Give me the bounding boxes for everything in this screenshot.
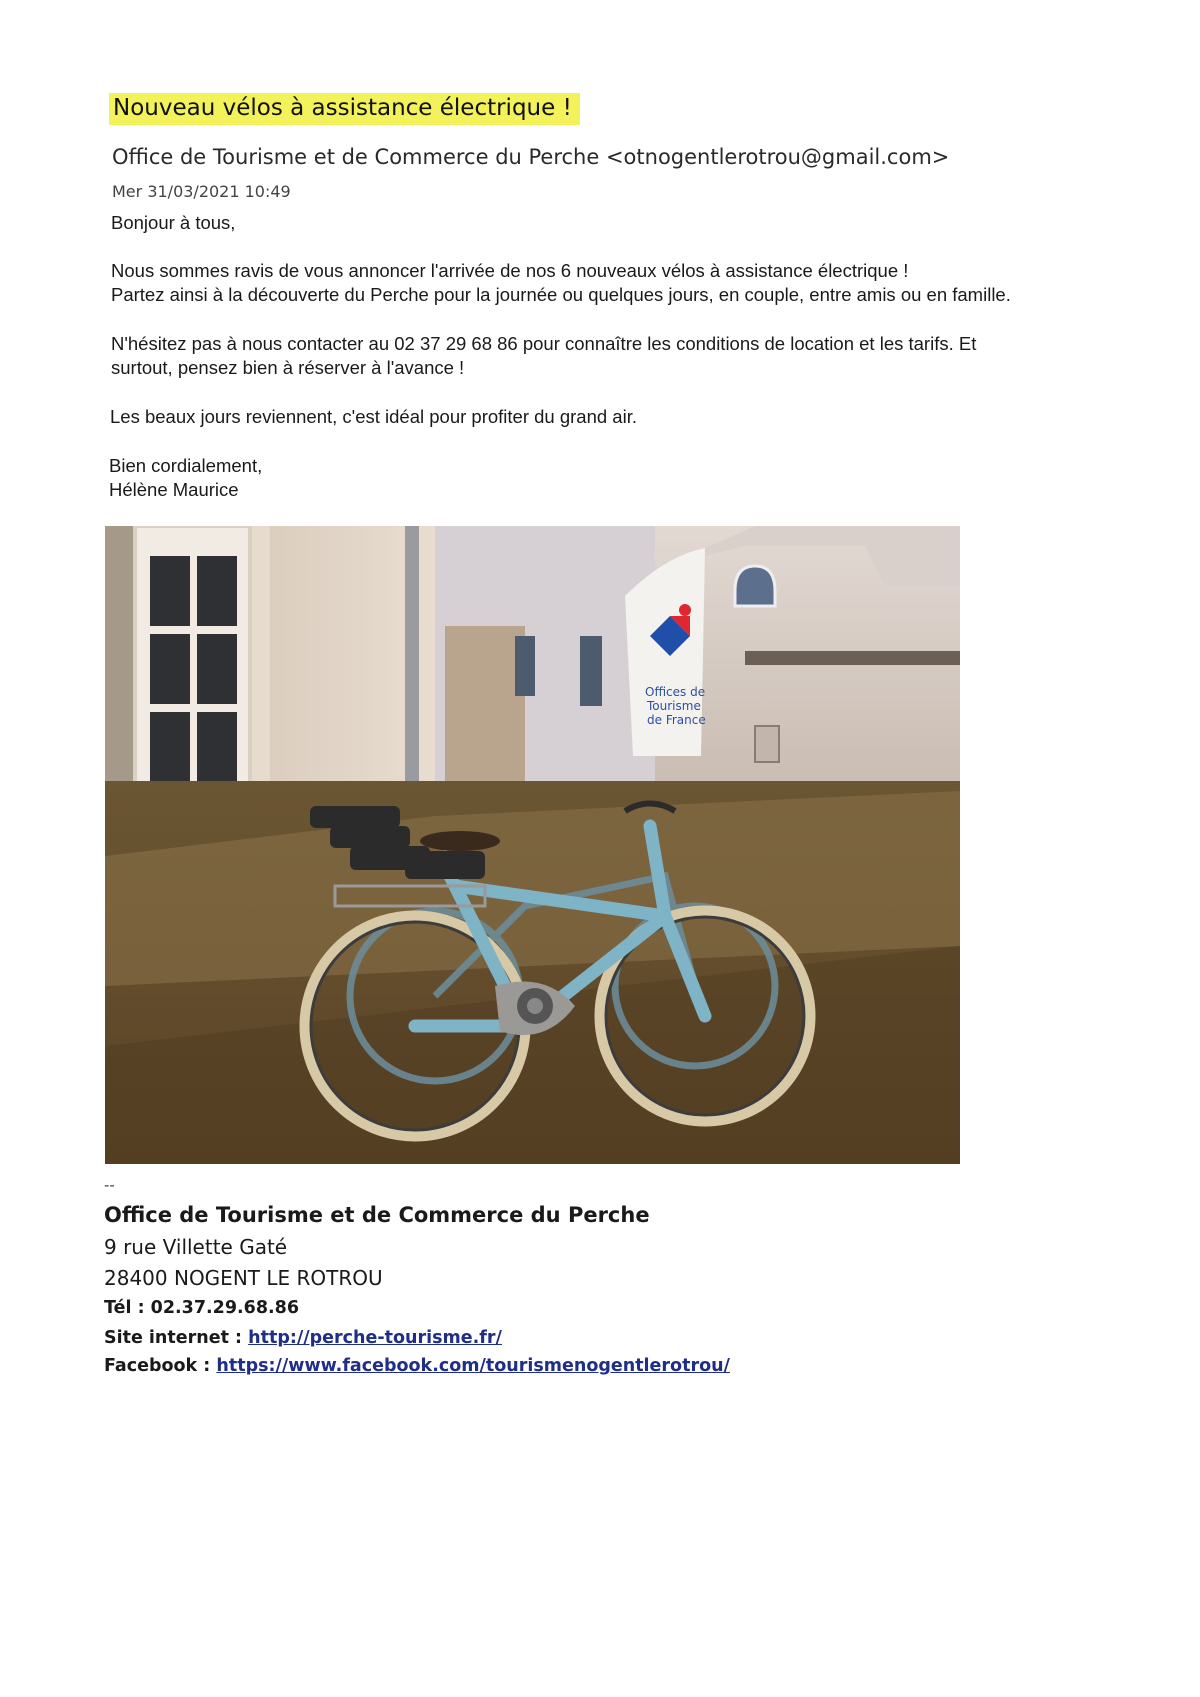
signature-address-street: 9 rue Villette Gaté xyxy=(104,1235,288,1259)
email-sender: Office de Tourisme et de Commerce du Perche <otnogentlerotrou@gmail.com> xyxy=(112,145,950,169)
email-paragraph-3: N'hésitez pas à nous contacter au 02 37 29 68 86 pour connaître les conditions de location et les tarifs. Et xyxy=(111,333,977,354)
facebook-label: Facebook : xyxy=(104,1356,217,1376)
email-author: Hélène Maurice xyxy=(109,479,239,500)
website-link[interactable]: http://perche-tourisme.fr/ xyxy=(248,1328,502,1348)
flag-text-line3: de France xyxy=(647,713,706,727)
flag-text-line1: Offices de xyxy=(645,685,706,699)
email-paragraph-1: Nous sommes ravis de vous annoncer l'arrivée de nos 6 nouveaux vélos à assistance électrique ! xyxy=(111,260,909,281)
email-date: Mer 31/03/2021 10:49 xyxy=(112,182,291,201)
email-paragraph-3-cont: surtout, pensez bien à réserver à l'avance ! xyxy=(111,357,465,378)
email-closing: Bien cordialement, xyxy=(109,455,263,476)
signature-org-name: Office de Tourisme et de Commerce du Perche xyxy=(104,1203,650,1227)
signature-address-city: 28400 NOGENT LE ROTROU xyxy=(104,1266,383,1290)
email-greeting: Bonjour à tous, xyxy=(111,212,236,233)
bikes-photo xyxy=(105,526,960,1164)
website-label: Site internet : xyxy=(104,1328,249,1348)
signature-facebook-row xyxy=(104,1356,730,1376)
signature-separator: -- xyxy=(104,1177,115,1194)
signature-website-row xyxy=(104,1328,502,1348)
facebook-link[interactable]: https://www.facebook.com/tourismenogentlerotrou/ xyxy=(216,1356,730,1376)
signature-phone: Tél : 02.37.29.68.86 xyxy=(104,1298,300,1318)
flag-text-line2: Tourisme xyxy=(647,699,701,713)
email-paragraph-4: Les beaux jours reviennent, c'est idéal pour profiter du grand air. xyxy=(110,406,637,427)
email-subject: Nouveau vélos à assistance électrique ! xyxy=(109,93,580,125)
email-paragraph-2: Partez ainsi à la découverte du Perche pour la journée ou quelques jours, en couple, entre amis ou en famille. xyxy=(111,284,1011,305)
